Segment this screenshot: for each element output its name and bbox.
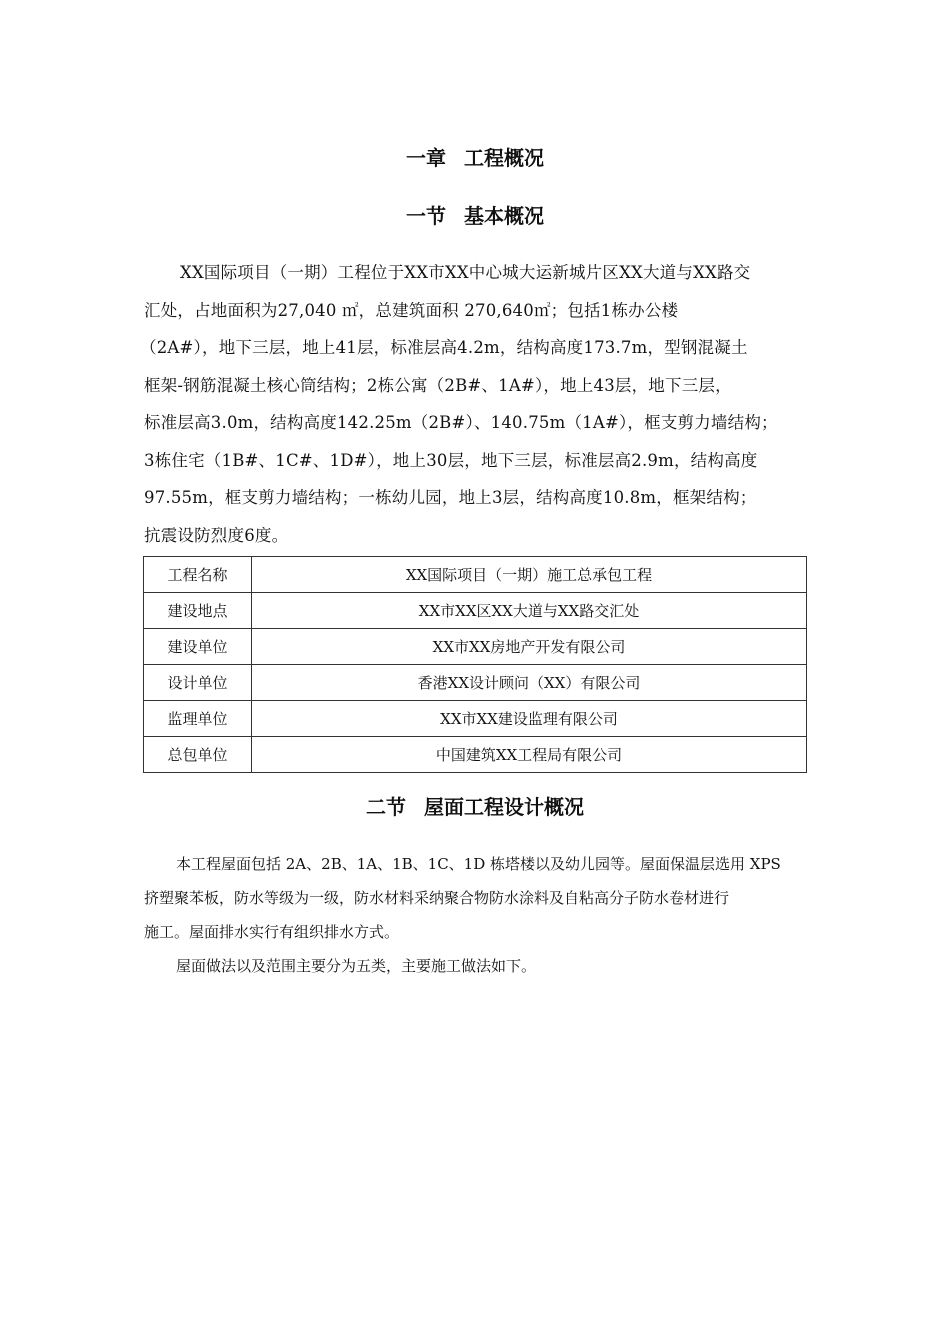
paragraph-line: 汇处，占地面积为27,040 ㎡，总建筑面积 270,640㎡；包括1栋办公楼	[144, 300, 679, 320]
table-key: 工程名称	[144, 557, 252, 593]
paragraph-line: （2A#），地下三层，地上41层，标准层高4.2m，结构高度173.7m，型钢混凝土	[140, 338, 748, 357]
chapter-title	[0, 144, 950, 172]
table-row	[144, 737, 807, 773]
paragraph-line: 屋面做法以及范围主要分为五类，主要施工做法如下。	[176, 957, 537, 975]
table-row	[144, 701, 807, 737]
table-key: 建设地点	[144, 593, 252, 629]
table-key: 监理单位	[144, 701, 252, 737]
table-value: XX市XX区XX大道与XX路交汇处	[252, 593, 807, 629]
paragraph-line: 抗震设防烈度6度。	[144, 525, 289, 545]
section-title-roof	[0, 793, 950, 821]
section-title-basic	[0, 202, 950, 230]
table-value: XX市XX建设监理有限公司	[252, 701, 807, 737]
chapter-name: 工程概况	[464, 146, 544, 170]
paragraph-line: 挤塑聚苯板，防水等级为一级，防水材料采纳聚合物防水涂料及自粘高分子防水卷材进行	[144, 889, 730, 907]
section-number: 二节	[366, 795, 406, 819]
table-value: 中国建筑XX工程局有限公司	[252, 737, 807, 773]
paragraph-line: 标准层高3.0m，结构高度142.25m（2B#）、140.75m（1A#），框支剪力墙结构；	[144, 413, 778, 432]
paragraph-line: 3栋住宅（1B#、1C#、1D#），地上30层，地下三层，标准层高2.9m，结构高度	[144, 450, 758, 470]
table-row	[144, 629, 807, 665]
table-value: XX市XX房地产开发有限公司	[252, 629, 807, 665]
project-info-table	[143, 556, 807, 773]
paragraph-line: XX国际项目（一期）工程位于XX市XX中心城大运新城片区XX大道与XX路交	[180, 263, 751, 282]
section-name: 基本概况	[464, 204, 544, 228]
table-value: XX国际项目（一期）施工总承包工程	[252, 557, 807, 593]
table-row	[144, 665, 807, 701]
section-name: 屋面工程设计概况	[424, 795, 584, 819]
table-value: 香港XX设计顾问（XX）有限公司	[252, 665, 807, 701]
paragraph-line: 97.55m，框支剪力墙结构；一栋幼儿园，地上3层，结构高度10.8m，框架结构；	[144, 488, 757, 507]
table-key: 总包单位	[144, 737, 252, 773]
paragraph-line: 施工。屋面排水实行有组织排水方式。	[144, 923, 400, 941]
table-row	[144, 557, 807, 593]
table-key: 建设单位	[144, 629, 252, 665]
paragraph-line: 本工程屋面包括 2A、2B、1A、1B、1C、1D 栋塔楼以及幼儿园等。屋面保温层选用 XPS	[176, 855, 781, 873]
paragraph-line: 框架-钢筋混凝土核心筒结构；2栋公寓（2B#、1A#），地上43层，地下三层，	[144, 375, 732, 395]
table-key: 设计单位	[144, 665, 252, 701]
roof-paragraph	[144, 847, 810, 983]
table-row	[144, 593, 807, 629]
section-number: 一节	[406, 204, 446, 228]
intro-paragraph	[140, 254, 810, 554]
chapter-number: 一章	[406, 146, 446, 170]
